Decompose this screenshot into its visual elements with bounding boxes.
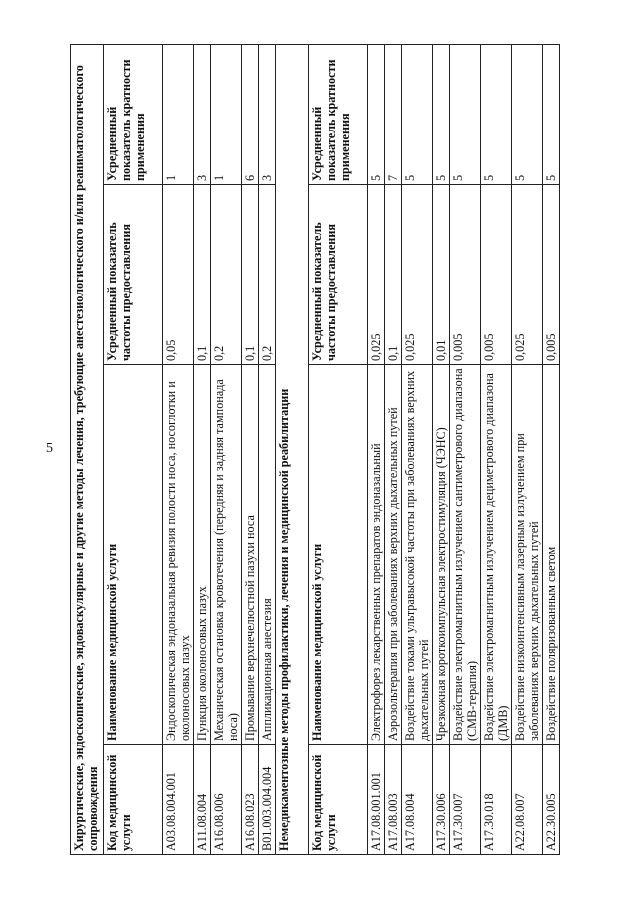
rotated-document-body (70, 45, 590, 855)
cell-frequency: 0,1 (194, 185, 211, 365)
column-header-multiplicity: Усредненный показатель кратности применения (309, 45, 368, 185)
cell-multiplicity: 5 (402, 45, 433, 185)
table-header-row (104, 45, 163, 855)
column-header-frequency: Усредненный показатель частоты предоставления (309, 185, 368, 365)
section-title-row (276, 45, 309, 855)
cell-frequency: 0,05 (163, 185, 194, 365)
cell-code: A17.30.007 (450, 745, 481, 855)
cell-multiplicity: 5 (481, 45, 512, 185)
table-row (385, 45, 402, 855)
cell-frequency: 0,01 (433, 185, 450, 365)
table-row (259, 45, 276, 855)
cell-frequency: 0,2 (211, 185, 242, 365)
cell-code: A22.08.007 (512, 745, 543, 855)
column-header-name: Наименование медицинской услуги (309, 365, 368, 745)
table-row (368, 45, 385, 855)
cell-multiplicity: 7 (385, 45, 402, 185)
cell-name: Электрофорез лекарственных препаратов эндоназальный (368, 365, 385, 745)
services-table (70, 44, 560, 855)
table-row (211, 45, 242, 855)
cell-name: Воздействие электромагнитным излучением сантиметрового диапазона (СМВ-терапия) (450, 365, 481, 745)
table-row (481, 45, 512, 855)
cell-frequency: 0,005 (543, 185, 560, 365)
cell-code: A11.08.004 (194, 745, 211, 855)
cell-frequency: 0,025 (512, 185, 543, 365)
column-header-name: Наименование медицинской услуги (104, 365, 163, 745)
cell-frequency: 0,1 (242, 185, 259, 365)
cell-name: Воздействие токами ультравысокой частоты при заболеваниях верхних дыхательных путей (402, 365, 433, 745)
cell-multiplicity: 5 (543, 45, 560, 185)
cell-frequency: 0,005 (481, 185, 512, 365)
cell-frequency: 0,1 (385, 185, 402, 365)
cell-name: Механическая остановка кровотечения (передняя и задняя тампонада носа) (211, 365, 242, 745)
section-title: Немедикаментозные методы профилактики, лечения и медицинской реабилитации (276, 45, 309, 855)
cell-code: B01.003.004.004 (259, 745, 276, 855)
column-header-code: Код медицинской услуги (104, 745, 163, 855)
cell-multiplicity: 5 (433, 45, 450, 185)
cell-multiplicity: 1 (163, 45, 194, 185)
cell-code: A22.30.005 (543, 745, 560, 855)
cell-multiplicity: 3 (259, 45, 276, 185)
table-row (512, 45, 543, 855)
table-row (242, 45, 259, 855)
cell-multiplicity: 5 (512, 45, 543, 185)
section-title: Хирургические, эндоскопические, эндоваскулярные и другие методы лечения, требующие анестезиологического и/или реаниматологического сопровождения (71, 45, 104, 855)
cell-name: Чрезкожная короткоимпульсная электростимуляция (ЧЭНС) (433, 365, 450, 745)
cell-multiplicity: 1 (211, 45, 242, 185)
column-header-multiplicity: Усредненный показатель кратности применения (104, 45, 163, 185)
cell-code: A17.30.018 (481, 745, 512, 855)
table-row (433, 45, 450, 855)
cell-multiplicity: 5 (450, 45, 481, 185)
cell-frequency: 0,025 (368, 185, 385, 365)
column-header-frequency: Усредненный показатель частоты предоставления (104, 185, 163, 365)
cell-code: A16.08.006 (211, 745, 242, 855)
cell-code: A17.08.001.001 (368, 745, 385, 855)
page-number: 5 (46, 441, 53, 456)
cell-frequency: 0,025 (402, 185, 433, 365)
cell-code: A17.08.004 (402, 745, 433, 855)
cell-multiplicity: 5 (368, 45, 385, 185)
cell-name: Эндоскопическая эндоназальная ревизия полости носа, носоглотки и околоносовых пазух (163, 365, 194, 745)
table-row (543, 45, 560, 855)
table-row (450, 45, 481, 855)
cell-name: Аэрозольтерапия при заболеваниях верхних дыхательных путей (385, 365, 402, 745)
cell-name: Воздействие электромагнитным излучением дециметрового диапазона (ДМВ) (481, 365, 512, 745)
table-header-row (309, 45, 368, 855)
cell-code: A17.08.003 (385, 745, 402, 855)
table-row (194, 45, 211, 855)
cell-code: A16.08.023 (242, 745, 259, 855)
cell-frequency: 0,2 (259, 185, 276, 365)
cell-frequency: 0,005 (450, 185, 481, 365)
table-row (163, 45, 194, 855)
cell-name: Воздействие поляризованным светом (543, 365, 560, 745)
table-row (402, 45, 433, 855)
cell-multiplicity: 3 (194, 45, 211, 185)
cell-name: Аппликационная анестезия (259, 365, 276, 745)
cell-multiplicity: 6 (242, 45, 259, 185)
cell-code: A17.30.006 (433, 745, 450, 855)
cell-name: Пункция околоносовых пазух (194, 365, 211, 745)
section-title-row (71, 45, 104, 855)
cell-name: Промывание верхнечелюстной пазухи носа (242, 365, 259, 745)
column-header-code: Код медицинской услуги (309, 745, 368, 855)
cell-name: Воздействие низкоинтенсивным лазерным излучением при заболеваниях верхних дыхательных путей (512, 365, 543, 745)
cell-code: A03.08.004.001 (163, 745, 194, 855)
